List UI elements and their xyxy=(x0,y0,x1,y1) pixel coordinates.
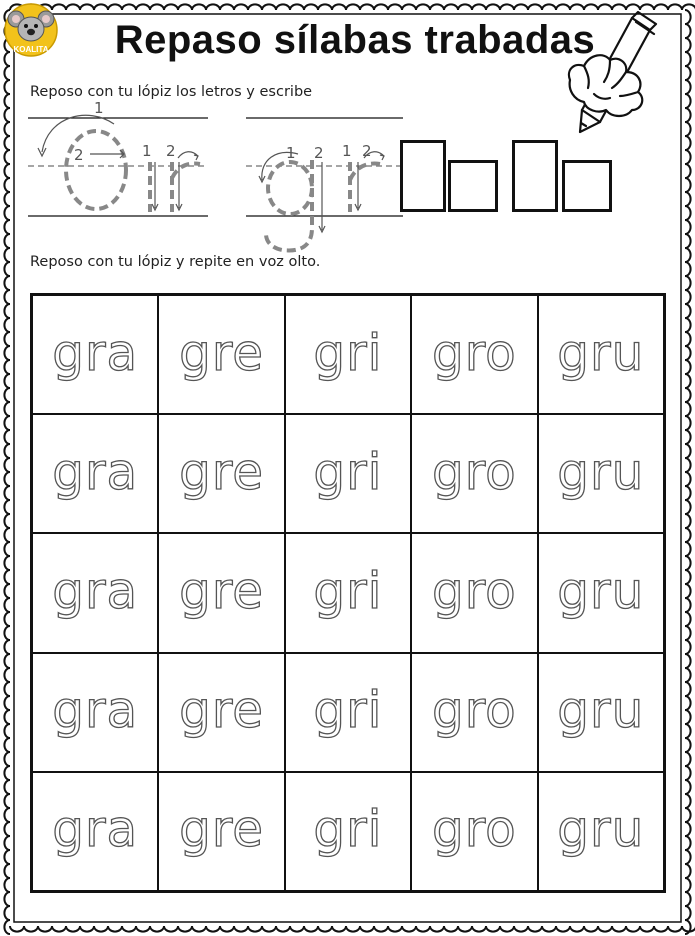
traceable-syllable: gro xyxy=(431,561,517,620)
page-title: Repaso sílabas trabadas xyxy=(114,18,596,62)
answer-box-tall-2[interactable] xyxy=(512,140,558,212)
traceable-syllable: gre xyxy=(179,323,265,382)
traceable-syllable: gru xyxy=(557,323,645,382)
syllable-cell xyxy=(32,653,158,772)
answer-box-short-1[interactable] xyxy=(448,160,498,212)
traceable-syllable: gri xyxy=(313,561,383,620)
traceable-syllable: gri xyxy=(313,323,383,382)
svg-text:2: 2 xyxy=(166,142,176,160)
instruction-repeat-aloud: Reposo con tu lópiz y repite en voz olto. xyxy=(30,254,321,270)
traceable-syllable: gre xyxy=(179,681,265,740)
svg-text:1: 1 xyxy=(94,100,104,117)
traceable-syllable: gri xyxy=(313,800,383,859)
syllable-cell xyxy=(158,414,284,533)
syllable-cell xyxy=(285,295,411,414)
traceable-syllable: gro xyxy=(431,800,517,859)
svg-text:1: 1 xyxy=(286,144,296,162)
traceable-syllable: gru xyxy=(557,681,645,740)
svg-text:1: 1 xyxy=(142,142,152,160)
syllable-cell xyxy=(538,772,664,891)
traceable-syllable: gre xyxy=(179,561,265,620)
svg-text:2: 2 xyxy=(314,144,324,162)
syllable-cell xyxy=(158,772,284,891)
syllable-cell xyxy=(411,533,537,652)
traceable-syllable: gre xyxy=(179,442,265,501)
syllable-cell xyxy=(285,533,411,652)
answer-box-tall-1[interactable] xyxy=(400,140,446,212)
syllable-cell xyxy=(32,414,158,533)
syllable-cell xyxy=(32,533,158,652)
syllable-cell xyxy=(285,414,411,533)
traceable-syllable: gro xyxy=(431,442,517,501)
syllable-cell xyxy=(538,533,664,652)
hand-pencil-icon xyxy=(560,10,680,140)
koala-logo-icon xyxy=(2,2,60,58)
traceable-syllable: gra xyxy=(52,323,139,382)
traceable-syllable: gra xyxy=(52,800,139,859)
traceable-syllable: gra xyxy=(52,561,139,620)
traceable-syllable: gra xyxy=(52,681,139,740)
instruction-trace-write: Reposo con tu lópiz los letros y escribe xyxy=(30,84,313,100)
syllable-cell xyxy=(538,414,664,533)
syllable-cell xyxy=(411,772,537,891)
svg-text:2: 2 xyxy=(74,146,84,164)
svg-text:1: 1 xyxy=(342,142,352,160)
syllable-cell xyxy=(411,295,537,414)
syllable-cell xyxy=(158,533,284,652)
syllable-cell xyxy=(32,295,158,414)
traceable-syllable: gro xyxy=(431,681,517,740)
syllable-cell xyxy=(411,414,537,533)
syllable-cell xyxy=(285,772,411,891)
letter-tracing-area xyxy=(28,100,408,260)
traceable-syllable: gra xyxy=(52,442,139,501)
traceable-syllable: gru xyxy=(557,561,645,620)
traceable-syllable: gru xyxy=(557,442,645,501)
traceable-syllable: gri xyxy=(313,442,383,501)
traceable-syllable: gro xyxy=(431,323,517,382)
syllable-cell xyxy=(285,653,411,772)
syllable-cell xyxy=(158,653,284,772)
syllable-grid xyxy=(30,293,666,893)
answer-box-short-2[interactable] xyxy=(562,160,612,212)
syllable-cell xyxy=(158,295,284,414)
svg-text:2: 2 xyxy=(362,142,372,160)
svg-text:KOALITA: KOALITA xyxy=(13,45,49,54)
syllable-cell xyxy=(538,295,664,414)
traceable-syllable: gru xyxy=(557,800,645,859)
traceable-syllable: gre xyxy=(179,800,265,859)
syllable-cell xyxy=(538,653,664,772)
syllable-cell xyxy=(411,653,537,772)
traceable-syllable: gri xyxy=(313,681,383,740)
syllable-cell xyxy=(32,772,158,891)
